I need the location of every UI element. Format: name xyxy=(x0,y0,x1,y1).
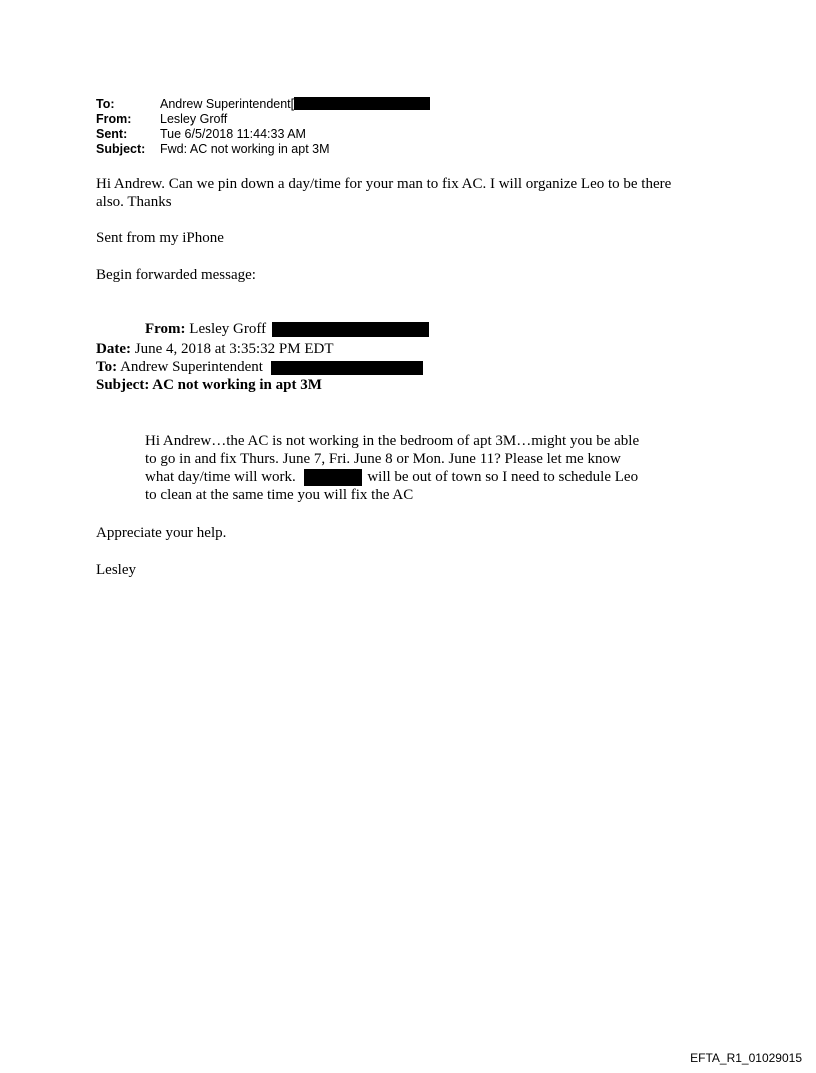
fwd-date-value: June 4, 2018 at 3:35:32 PM EDT xyxy=(134,341,334,357)
body-line: Hi Andrew. Can we pin down a day/time for your man to fix AC. I will organize Leo to be there xyxy=(96,176,672,192)
redaction-block xyxy=(271,361,423,375)
sent-value: Tue 6/5/2018 11:44:33 AM xyxy=(160,127,306,141)
fwd-subject-value: AC not working in apt 3M xyxy=(152,377,322,393)
from-label: From: xyxy=(96,112,132,126)
subject-value: Fwd: AC not working in apt 3M xyxy=(160,142,330,156)
document-id: EFTA_R1_01029015 xyxy=(690,1051,802,1065)
subject-label: Subject: xyxy=(96,142,146,156)
header-to-row xyxy=(96,97,430,112)
fwd-date-row xyxy=(96,340,333,358)
redaction-block xyxy=(272,322,429,337)
closing-appreciate: Appreciate your help. xyxy=(96,525,227,541)
fwd-message-line-with-redaction xyxy=(145,468,639,486)
fwd-message-line: to go in and fix Thurs. June 7, Fri. June 8 or Mon. June 11? Please let me know xyxy=(145,451,621,467)
begin-forwarded: Begin forwarded message: xyxy=(96,267,256,283)
fwd-to-row xyxy=(96,358,423,376)
sent-label: Sent: xyxy=(96,127,128,141)
body-paragraph xyxy=(96,175,671,211)
email-header xyxy=(96,97,430,157)
fwd-to-label: To: xyxy=(96,359,118,375)
header-from-row xyxy=(96,112,430,127)
fwd-message-line: Hi Andrew…the AC is not working in the bedroom of apt 3M…might you be able xyxy=(145,433,640,449)
redaction-block xyxy=(294,97,430,110)
fwd-message xyxy=(145,432,639,504)
fwd-message-text: what day/time will work. xyxy=(145,469,296,485)
fwd-subject-label: Subject: xyxy=(96,377,150,393)
fwd-date-label: Date: xyxy=(96,341,131,357)
from-value: Lesley Groff xyxy=(160,112,228,126)
redaction-block xyxy=(304,469,362,486)
fwd-from-value: Lesley Groff xyxy=(189,321,267,337)
body-line: also. Thanks xyxy=(96,194,172,210)
to-label: To: xyxy=(96,97,115,111)
header-sent-row xyxy=(96,127,430,142)
fwd-from-label: From: xyxy=(145,321,186,337)
fwd-subject-row xyxy=(96,376,322,394)
closing-signature: Lesley xyxy=(96,562,136,578)
header-subject-row xyxy=(96,142,430,157)
fwd-to-value: Andrew Superintendent xyxy=(120,359,263,375)
fwd-from-row xyxy=(145,320,429,338)
fwd-message-line: to clean at the same time you will fix the AC xyxy=(145,487,414,504)
fwd-message-text: will be out of town so I need to schedule Leo xyxy=(367,469,639,485)
to-value: Andrew Superintendent[ xyxy=(160,97,295,111)
sent-from-iphone: Sent from my iPhone xyxy=(96,230,224,246)
